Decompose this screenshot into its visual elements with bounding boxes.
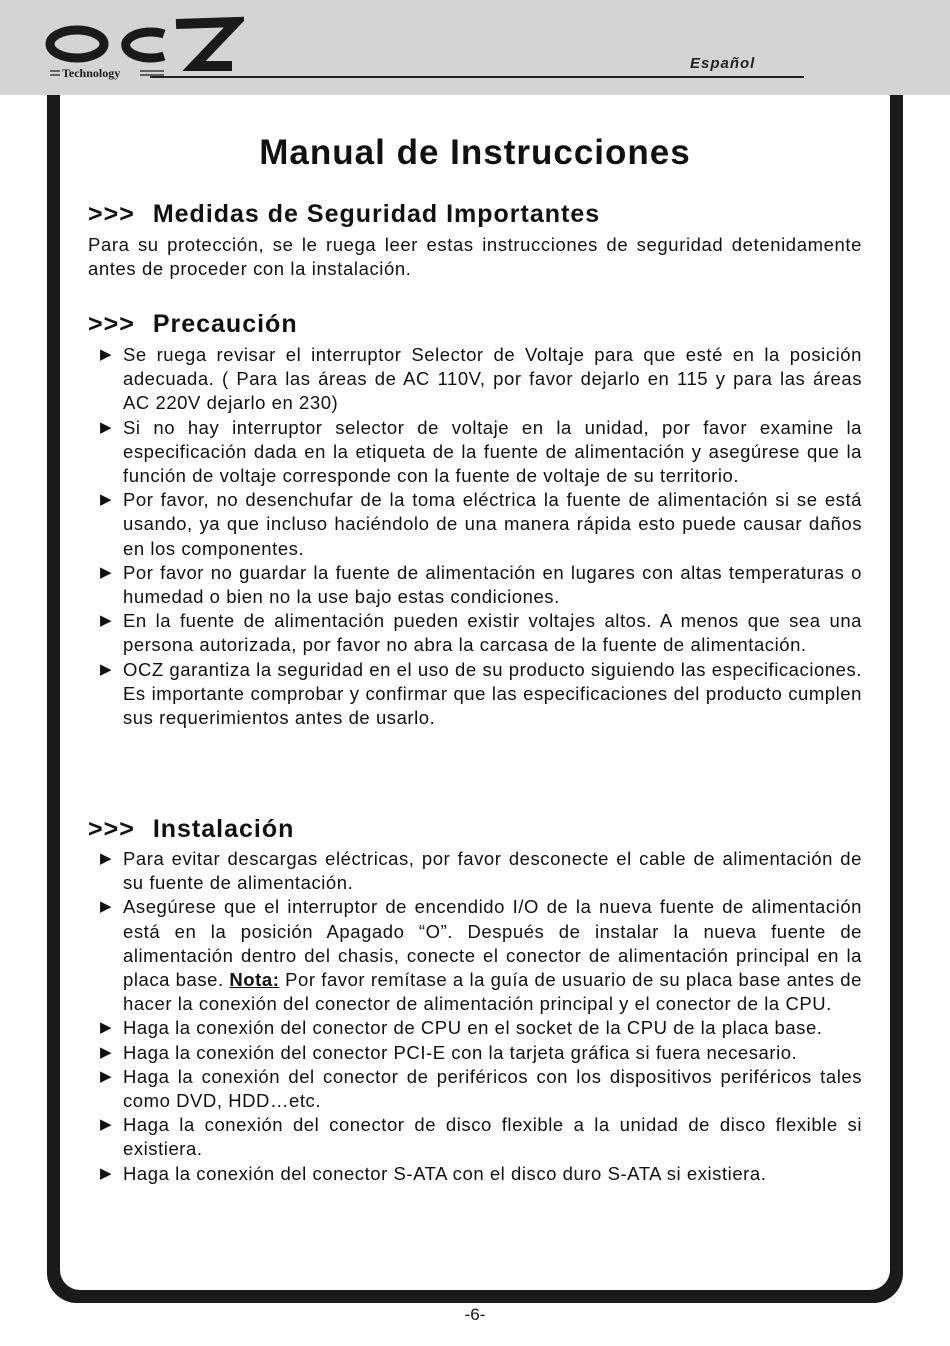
bullet-triangle-icon: ▶	[100, 1067, 113, 1085]
page-number: -6-	[464, 1305, 486, 1324]
list-item	[100, 561, 862, 609]
list-item	[100, 1041, 862, 1065]
note-label: Nota:	[229, 969, 280, 991]
list-item-text: Se ruega revisar el interruptor Selector de Voltaje para que esté en la posición adecuada. ( Para las áreas de AC 110V, por favor dejarlo en 115 y para las áreas AC 220V dejarlo en 230)	[123, 344, 862, 414]
list-item-text: Haga la conexión del conector PCI-E con la tarjeta gráfica si fuera necesario.	[123, 1041, 798, 1063]
list-item	[100, 895, 862, 1016]
list-item-text: Por favor remítase a la guía de usuario de su placa base antes de hacer la conexión del conector de alimentación principal y el conector de la CPU.	[123, 969, 862, 1015]
list-item-text: Por favor, no desenchufar de la toma eléctrica la fuente de alimentación si se está usando, ya que incluso haciéndolo de una manera rápida esto puede causar daños en los componentes.	[123, 489, 862, 559]
safety-heading	[88, 200, 600, 229]
list-item	[100, 416, 862, 489]
caution-list	[100, 343, 862, 730]
list-item-text: Haga la conexión del conector S-ATA con el disco duro S-ATA si existiera.	[123, 1162, 767, 1184]
installation-list	[100, 847, 862, 1186]
list-item	[100, 847, 862, 895]
list-item	[100, 609, 862, 657]
safety-heading-text: Medidas de Seguridad Importantes	[152, 200, 601, 228]
heading-arrows: >>>	[88, 310, 135, 338]
list-item	[100, 1113, 862, 1161]
list-item-text: OCZ garantiza la seguridad en el uso de su producto siguiendo las especificaciones. Es importante comprobar y confirmar que las especificaciones del producto cumplen sus requerimientos antes de usarlo.	[123, 658, 862, 729]
list-item-text: Por favor no guardar la fuente de alimentación en lugares con altas temperaturas o humedad o bien no la use bajo estas condiciones.	[123, 561, 862, 608]
list-item-text: Si no hay interruptor selector de voltaje en la unidad, por favor examine la especificación dada en la etiqueta de la fuente de alimentación y asegúrese que la función de voltaje corresponde con la fuente de voltaje de su territorio.	[123, 416, 862, 487]
caution-heading-text: Precaución	[152, 310, 298, 338]
list-item	[100, 1016, 862, 1040]
language-label: Español	[690, 55, 756, 72]
bullet-triangle-icon: ▶	[100, 346, 113, 363]
list-item	[100, 343, 862, 416]
bullet-triangle-icon: ▶	[100, 898, 113, 916]
installation-heading-text: Instalación	[152, 815, 295, 843]
list-item-text: Haga la conexión del conector de CPU en el socket de la CPU de la placa base.	[123, 1017, 823, 1039]
caution-heading	[88, 310, 298, 339]
list-item	[100, 658, 862, 731]
bullet-triangle-icon: ▶	[100, 612, 113, 630]
list-item-text: Haga la conexión del conector de periféricos con los dispositivos periféricos tales como DVD, HDD…etc.	[123, 1065, 862, 1112]
bullet-triangle-icon: ▶	[100, 491, 113, 509]
list-item	[100, 1065, 862, 1113]
installation-heading	[88, 815, 294, 844]
heading-arrows: >>>	[88, 200, 135, 228]
bullet-triangle-icon: ▶	[100, 563, 113, 581]
bullet-triangle-icon: ▶	[100, 850, 113, 867]
ocz-technology-logo	[44, 14, 244, 84]
bullet-triangle-icon: ▶	[100, 1164, 113, 1182]
bullet-triangle-icon: ▶	[100, 1019, 113, 1037]
list-item	[100, 1162, 862, 1186]
header-rule	[150, 76, 804, 78]
bullet-triangle-icon: ▶	[100, 1043, 113, 1061]
list-item-text: Haga la conexión del conector de disco flexible a la unidad de disco flexible si existiera.	[123, 1114, 862, 1160]
bullet-triangle-icon: ▶	[100, 1116, 113, 1134]
heading-arrows: >>>	[88, 815, 135, 843]
list-item-text: En la fuente de alimentación pueden existir voltajes altos. A menos que sea una persona autorizada, por favor no abra la carcasa de la fuente de alimentación.	[123, 610, 862, 656]
logo-subtext: Technology	[62, 66, 121, 80]
bullet-triangle-icon: ▶	[100, 660, 113, 678]
list-item-text: Para evitar descargas eléctricas, por favor desconecte el cable de alimentación de su fuente de alimentación.	[123, 848, 862, 894]
safety-body: Para su protección, se le ruega leer estas instrucciones de seguridad detenidamente antes de proceder con la instalación.	[88, 234, 862, 280]
bullet-triangle-icon: ▶	[100, 418, 113, 436]
list-item-text: Asegúrese que el interruptor de encendido I/O de la nueva fuente de alimentación está en la posición Apagado “O”. Después de instalar la nueva fuente de alimentación dentro del chasis, conecte el conector de alimentación principal en la placa base.	[123, 896, 862, 991]
page-title: Manual de Instrucciones	[259, 133, 691, 172]
list-item	[100, 488, 862, 561]
